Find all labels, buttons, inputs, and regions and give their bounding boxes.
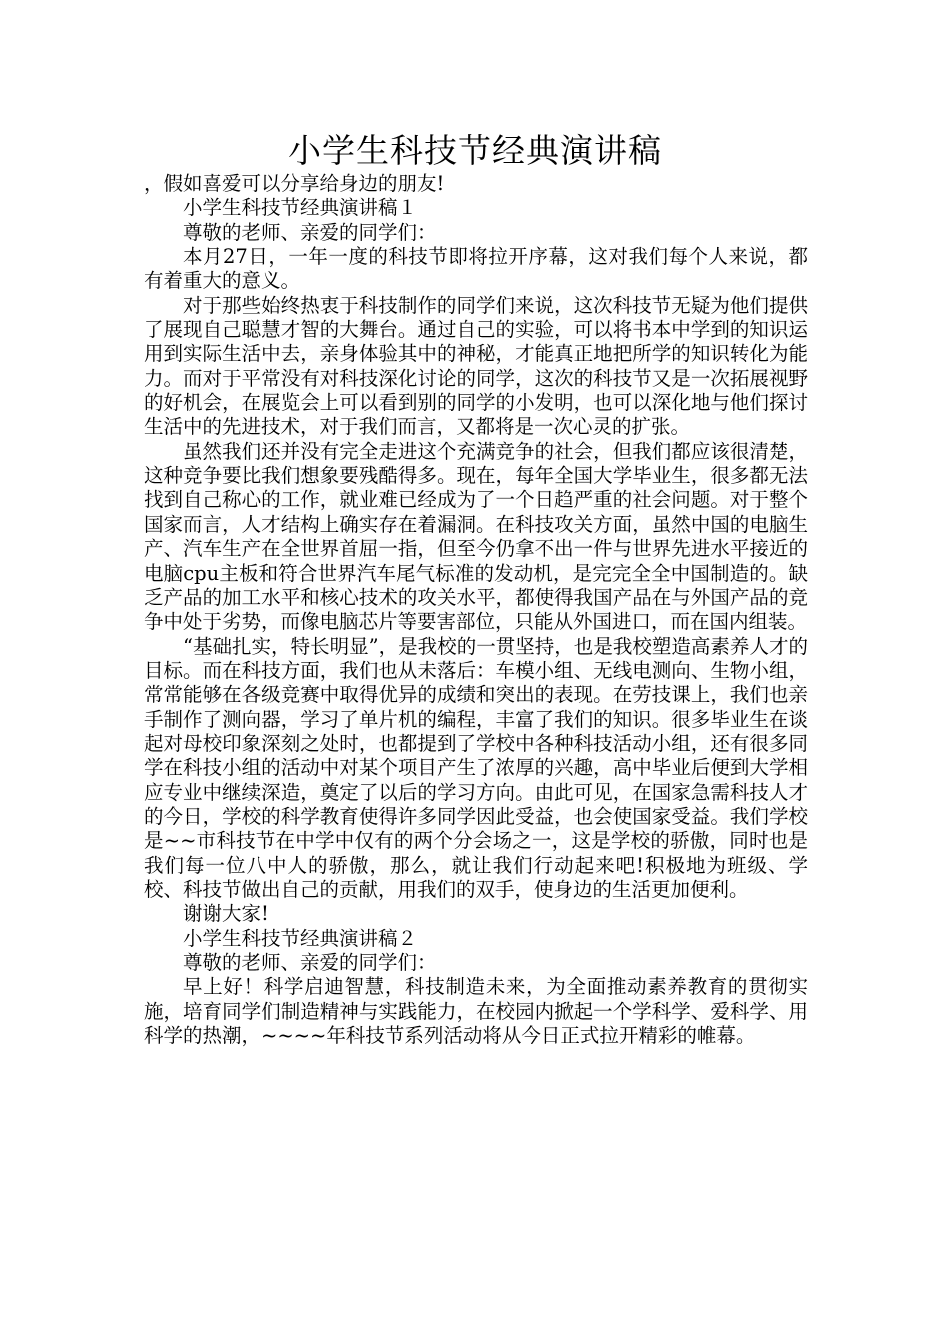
document-body (144, 172, 808, 1048)
document-title: 小学生科技节经典演讲稿 (288, 131, 662, 170)
speech-1-paragraph: 虽然我们还并没有完全走进这个充满竞争的社会，但我们都应该很清楚，这种竞争要比我们想象要残酷得多。现在，每年全国大学毕业生，很多都无法找到自己称心的工作，就业难已经成为了一个日趋严重的社会问题。对于整个国家而言，人才结构上确实存在着漏洞。在科技攻关方面，虽然中国的电脑生产、汽车生产在全世界首屈一指，但至今仍拿不出一件与世界先进水平接近的电脑cpu主板和符合世界汽车尾气标准的发动机，是完完全全中国制造的。缺乏产品的加工水平和核心技术的攻关水平，都使得我国产品在与外国产品的竞争中处于劣势，而像电脑芯片等要害部位，只能从外国进口，而在国内组装。 (144, 439, 808, 634)
speech-1-paragraph: “基础扎实，特长明显”，是我校的一贯坚持，也是我校塑造高素养人才的目标。而在科技方面，我们也从未落后：车模小组、无线电测向、生物小组，常常能够在各级竞赛中取得优异的成绩和突出的表现。在劳技课上，我们也亲手制作了测向器，学习了单片机的编程，丰富了我们的知识。很多毕业生在谈起对母校印象深刻之处时，也都提到了学校中各种科技活动小组，还有很多同学在科技小组的活动中对某个项目产生了浓厚的兴趣，高中毕业后便到大学相应专业中继续深造，奠定了以后的学习方向。由此可见，在国家急需科技人才的今日，学校的科学教育使得许多同学因此受益，也会使国家受益。我们学校是~~市科技节在中学中仅有的两个分会场之一，这是学校的骄傲，同时也是我们每一位八中人的骄傲，那么，就让我们行动起来吧!积极地为班级、学校、科技节做出自己的贡献，用我们的双手，使身边的生活更加便利。 (144, 634, 808, 901)
speech-1-closing: 谢谢大家! (183, 902, 269, 926)
speech-2-heading: 小学生科技节经典演讲稿２ (183, 926, 418, 950)
speech-1-salutation: 尊敬的老师、亲爱的同学们： (183, 220, 437, 244)
intro-line: ，假如喜爱可以分享给身边的朋友! (144, 172, 445, 195)
speech-1-heading: 小学生科技节经典演讲稿１ (183, 196, 418, 220)
speech-2-paragraph: 早上好！科学启迪智慧，科技制造未来，为全面推动素养教育的贯彻实施，培育同学们制造精神与实践能力，在校园内掀起一个学科学、爱科学、用科学的热潮，~~~~年科技节系列活动将从今日正式拉开精彩的帷幕。 (144, 975, 808, 1048)
speech-1-paragraph: 对于那些始终热衷于科技制作的同学们来说，这次科技节无疑为他们提供了展现自己聪慧才智的大舞台。通过自己的实验，可以将书本中学到的知识运用到实际生活中去，亲身体验其中的神秘，才能真正地把所学的知识转化为能力。而对于平常没有对科技深化讨论的同学，这次的科技节又是一次拓展视野的好机会，在展览会上可以看到别的同学的小发明，也可以深化地与他们探讨生活中的先进技术，对于我们而言，又都将是一次心灵的扩张。 (144, 293, 808, 439)
speech-2-salutation: 尊敬的老师、亲爱的同学们： (183, 951, 437, 974)
speech-1-paragraph: 本月27日，一年一度的科技节即将拉开序幕，这对我们每个人来说，都有着重大的意义。 (144, 245, 808, 293)
